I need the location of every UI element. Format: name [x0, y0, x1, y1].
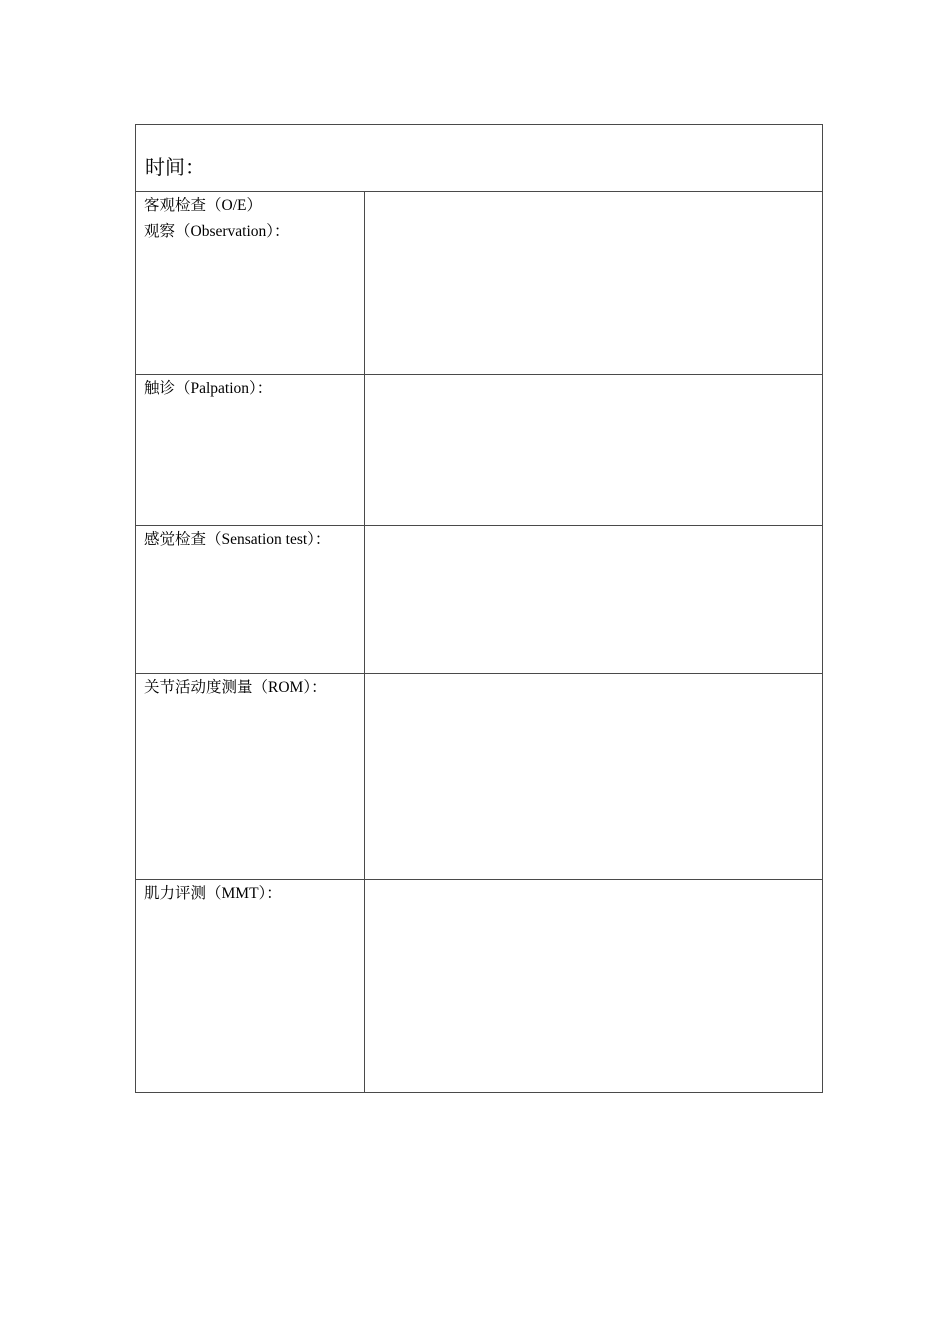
sensation-entry-cell[interactable]	[365, 526, 823, 674]
mmt-label-cell	[136, 880, 365, 1093]
sensation-label-cell	[136, 526, 365, 674]
observation-label-cell	[136, 192, 365, 375]
palpation-label: 触诊（Palpation）：	[144, 380, 273, 397]
time-row	[136, 125, 823, 192]
rom-label-cell	[136, 674, 365, 880]
assessment-form-table	[135, 124, 823, 1093]
mmt-row	[136, 880, 823, 1093]
observation-entry-cell[interactable]	[365, 192, 823, 375]
rom-entry-cell[interactable]	[365, 674, 823, 880]
sensation-test-label: 感觉检查（Sensation test）：	[144, 531, 331, 548]
palpation-row	[136, 375, 823, 526]
mmt-label: 肌力评测（MMT）：	[144, 885, 282, 902]
rom-row	[136, 674, 823, 880]
time-cell[interactable]	[136, 125, 823, 192]
mmt-entry-cell[interactable]	[365, 880, 823, 1093]
rom-label: 关节活动度测量（ROM）：	[144, 679, 327, 696]
observation-label: 观察（Observation）：	[144, 223, 290, 240]
sensation-row	[136, 526, 823, 674]
time-label: 时间：	[145, 157, 205, 179]
palpation-entry-cell[interactable]	[365, 375, 823, 526]
objective-exam-label: 客观检查（O/E）	[144, 197, 262, 214]
palpation-label-cell	[136, 375, 365, 526]
observation-row	[136, 192, 823, 375]
